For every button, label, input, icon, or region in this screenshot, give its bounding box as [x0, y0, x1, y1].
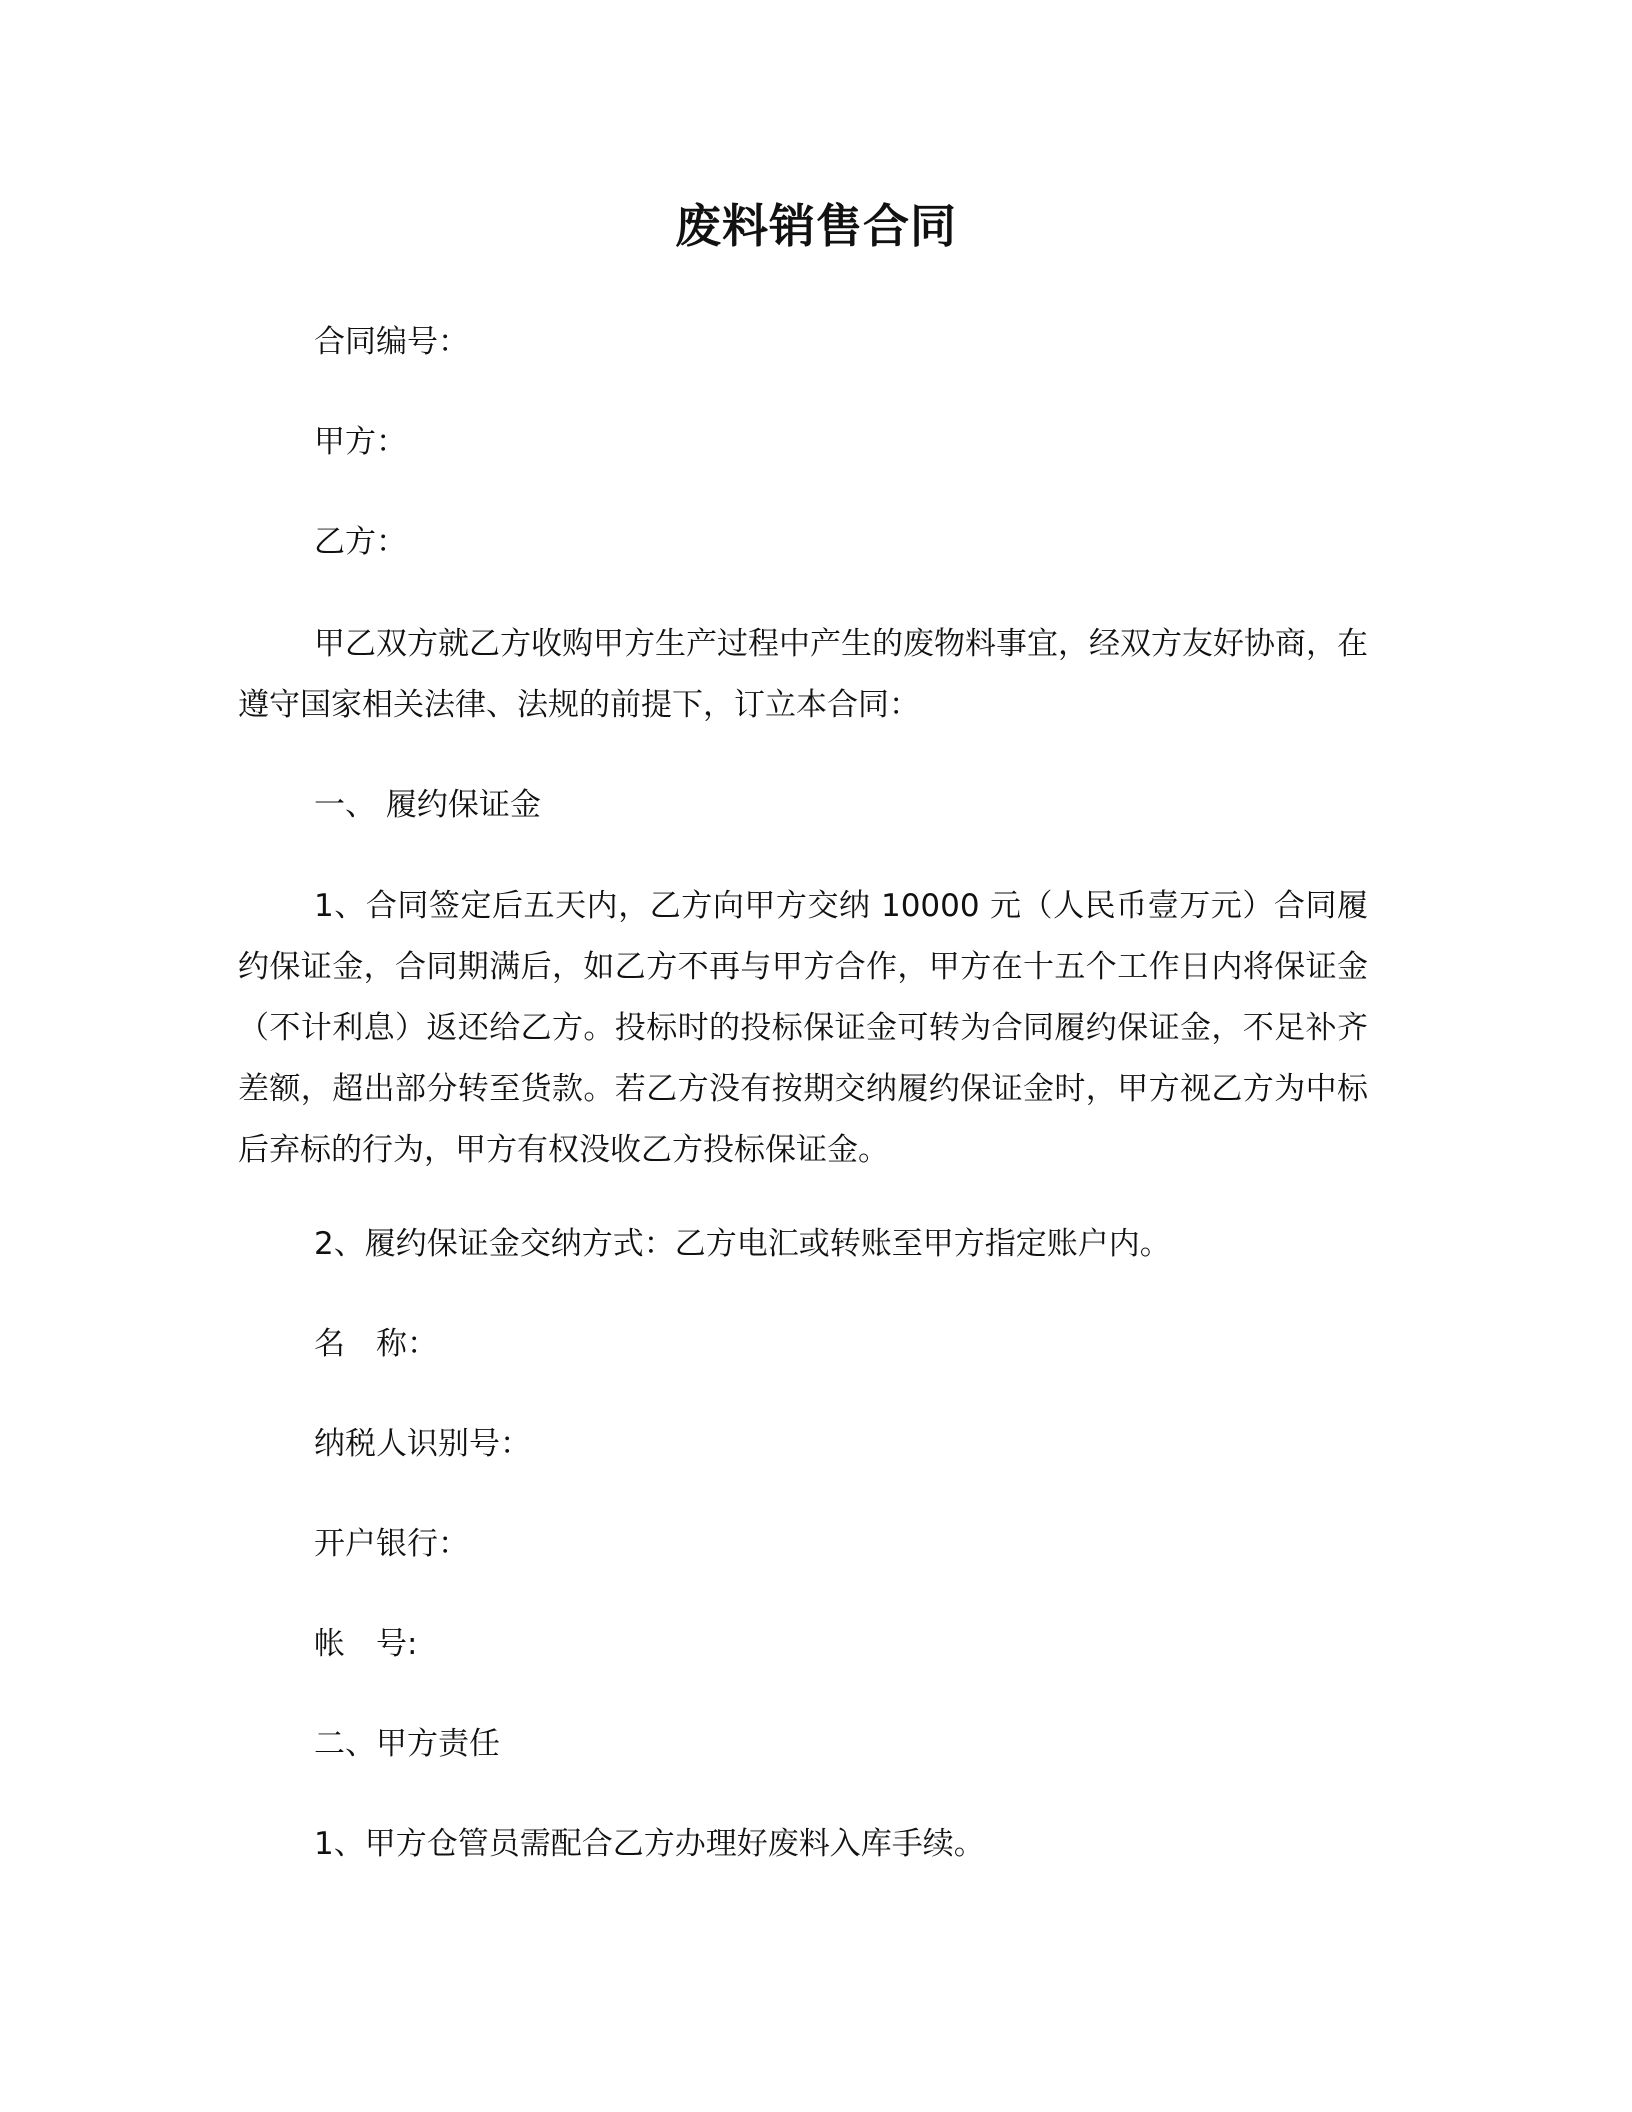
section-2-heading: 二、甲方责任 [314, 1726, 500, 1762]
party-b-label: 乙方： [314, 524, 407, 560]
account-number-label: 帐 号: [314, 1626, 418, 1662]
party-a-label: 甲方： [314, 424, 407, 460]
section-2-item-1: 1、甲方仓管员需配合乙方办理好废料入库手续。 [314, 1826, 985, 1862]
preamble-paragraph: 甲乙双方就乙方收购甲方生产过程中产生的废物料事宜，经双方友好协商，在遵守国家相关法律、法规的前提下，订立本合同： [238, 626, 1368, 723]
section-1-heading: 一、 履约保证金 [314, 787, 541, 823]
taxpayer-id-label: 纳税人识别号： [314, 1426, 531, 1462]
contract-number-label: 合同编号： [314, 324, 469, 360]
bank-label: 开户银行： [314, 1526, 469, 1562]
section-1-item-2: 2、履约保证金交纳方式：乙方电汇或转账至甲方指定账户内。 [314, 1226, 1171, 1262]
account-name-label: 名 称： [314, 1326, 438, 1362]
document-title: 废料销售合同 [675, 199, 957, 253]
section-1-item-1: 1、合同签定后五天内，乙方向甲方交纳 10000 元（人民币壹万元）合同履约保证金，合同期满后，如乙方不再与甲方合作，甲方在十五个工作日内将保证金（不计利息）返还给乙方。投标时的投标保证金可转为合同履约保证金，不足补齐差额，超出部分转至货款。若乙方没有按期交纳履约保证金时，甲方视乙方为中标后弃标的行为，甲方有权没收乙方投标保证金。 [238, 888, 1368, 1168]
